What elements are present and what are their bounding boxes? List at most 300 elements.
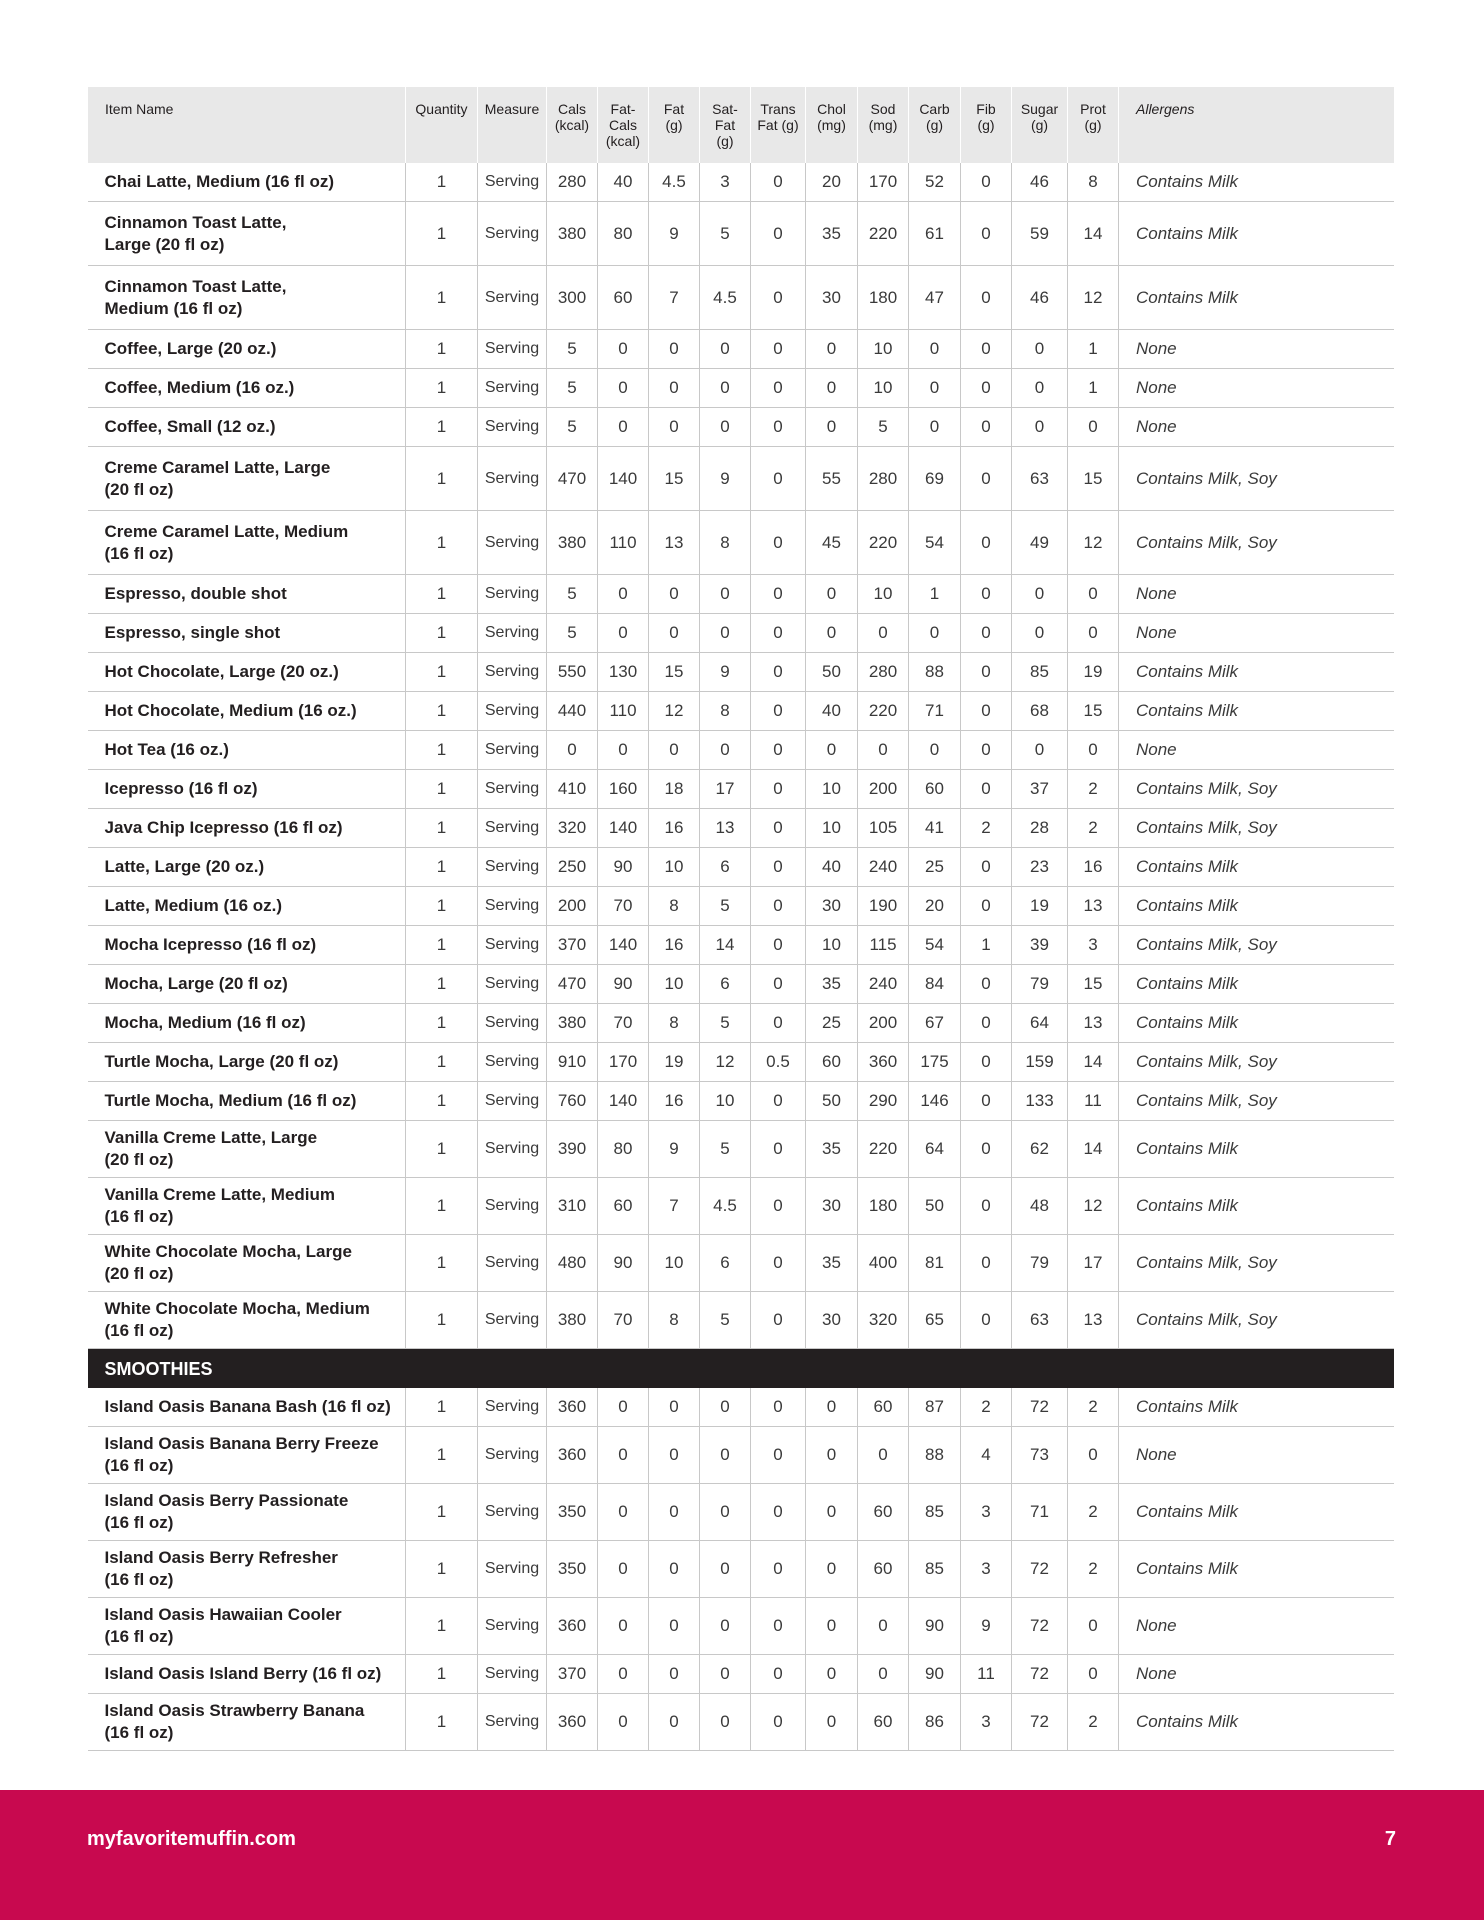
item-name-cell (88, 1655, 406, 1694)
fat-cals-cell: 0 (598, 1541, 649, 1598)
prot-cell: 0 (1068, 1598, 1119, 1655)
trans-fat-cell: 0.5 (751, 1043, 806, 1082)
sat-fat-cell: 0 (700, 408, 751, 447)
sugar-cell: 37 (1012, 770, 1068, 809)
chol-cell: 60 (806, 1043, 858, 1082)
trans-fat-cell: 0 (751, 266, 806, 330)
carb-cell: 85 (909, 1541, 961, 1598)
sugar-cell: 73 (1012, 1427, 1068, 1484)
carb-cell: 86 (909, 1694, 961, 1751)
item-name-line: Hot Tea (16 oz.) (104, 740, 229, 759)
sugar-cell: 39 (1012, 926, 1068, 965)
measure-cell: Serving (478, 266, 547, 330)
chol-cell: 20 (806, 163, 858, 202)
cals-cell: 550 (547, 653, 598, 692)
qty-cell: 1 (406, 266, 478, 330)
prot-cell: 14 (1068, 1121, 1119, 1178)
trans-fat-cell: 0 (751, 202, 806, 266)
page-number: 7 (1384, 1828, 1396, 1850)
qty-cell: 1 (406, 809, 478, 848)
carb-cell: 67 (909, 1004, 961, 1043)
fib-cell: 4 (961, 1427, 1012, 1484)
chol-cell: 30 (806, 1178, 858, 1235)
item-name-line: White Chocolate Mocha, Large (104, 1242, 352, 1261)
sugar-cell: 85 (1012, 653, 1068, 692)
fat-cell: 0 (649, 575, 700, 614)
fat-cell: 15 (649, 653, 700, 692)
carb-cell: 65 (909, 1292, 961, 1349)
trans-fat-cell: 0 (751, 848, 806, 887)
item-name-cell (88, 575, 406, 614)
cals-cell: 350 (547, 1484, 598, 1541)
section-title: SMOOTHIES (88, 1349, 1394, 1389)
carb-cell: 175 (909, 1043, 961, 1082)
cals-cell: 360 (547, 1427, 598, 1484)
carb-cell: 54 (909, 926, 961, 965)
trans-fat-cell: 0 (751, 1004, 806, 1043)
table-row (88, 1121, 1394, 1178)
carb-cell: 84 (909, 965, 961, 1004)
allergens-cell: Contains Milk (1119, 653, 1394, 692)
item-name-cell (88, 1694, 406, 1751)
trans-fat-cell: 0 (751, 653, 806, 692)
item-name-line: Hot Chocolate, Large (20 oz.) (104, 662, 339, 681)
table-header-row (88, 87, 1394, 163)
sugar-cell: 0 (1012, 408, 1068, 447)
item-name-cell (88, 408, 406, 447)
fib-cell: 0 (961, 266, 1012, 330)
col-header-trans-fat: Trans Fat (g) (751, 87, 806, 163)
item-name-cell (88, 1082, 406, 1121)
fib-cell: 0 (961, 1043, 1012, 1082)
fat-cell: 16 (649, 926, 700, 965)
prot-cell: 16 (1068, 848, 1119, 887)
item-name-line: Island Oasis Banana Berry Freeze (104, 1434, 379, 1453)
fat-cell: 9 (649, 1121, 700, 1178)
item-name-cell (88, 1388, 406, 1427)
trans-fat-cell: 0 (751, 163, 806, 202)
item-name-cell (88, 1484, 406, 1541)
fat-cals-cell: 0 (598, 614, 649, 653)
item-name-cell (88, 1235, 406, 1292)
fib-cell: 0 (961, 887, 1012, 926)
measure-cell: Serving (478, 1427, 547, 1484)
cals-cell: 360 (547, 1388, 598, 1427)
carb-cell: 1 (909, 575, 961, 614)
qty-cell: 1 (406, 614, 478, 653)
cals-cell: 5 (547, 575, 598, 614)
item-name-line: Island Oasis Banana Bash (16 fl oz) (104, 1397, 391, 1416)
chol-cell: 40 (806, 848, 858, 887)
sugar-cell: 72 (1012, 1388, 1068, 1427)
carb-cell: 0 (909, 330, 961, 369)
fat-cals-cell: 110 (598, 511, 649, 575)
fib-cell: 0 (961, 447, 1012, 511)
sugar-cell: 46 (1012, 266, 1068, 330)
sat-fat-cell: 14 (700, 926, 751, 965)
item-name-cell (88, 511, 406, 575)
nutrition-table-container (87, 87, 1393, 1751)
trans-fat-cell: 0 (751, 1121, 806, 1178)
table-row (88, 1004, 1394, 1043)
chol-cell: 0 (806, 614, 858, 653)
prot-cell: 14 (1068, 202, 1119, 266)
measure-cell: Serving (478, 1082, 547, 1121)
col-header-carb: Carb (g) (909, 87, 961, 163)
item-name-line: White Chocolate Mocha, Medium (104, 1299, 370, 1318)
item-name-line: Coffee, Large (20 oz.) (104, 339, 277, 358)
sat-fat-cell: 3 (700, 163, 751, 202)
sod-cell: 60 (858, 1541, 909, 1598)
sat-fat-cell: 6 (700, 848, 751, 887)
cals-cell: 5 (547, 408, 598, 447)
section-header-row (88, 1349, 1394, 1389)
measure-cell: Serving (478, 1541, 547, 1598)
table-row (88, 266, 1394, 330)
item-name-line: Icepresso (16 fl oz) (104, 779, 258, 798)
sat-fat-cell: 4.5 (700, 1178, 751, 1235)
sat-fat-cell: 5 (700, 202, 751, 266)
fat-cell: 4.5 (649, 163, 700, 202)
chol-cell: 35 (806, 1121, 858, 1178)
fat-cell: 0 (649, 1541, 700, 1598)
prot-cell: 0 (1068, 614, 1119, 653)
fib-cell: 2 (961, 809, 1012, 848)
prot-cell: 13 (1068, 887, 1119, 926)
item-name-cell (88, 369, 406, 408)
sat-fat-cell: 0 (700, 1484, 751, 1541)
cals-cell: 380 (547, 1292, 598, 1349)
table-row (88, 330, 1394, 369)
allergens-cell: Contains Milk (1119, 965, 1394, 1004)
cals-cell: 200 (547, 887, 598, 926)
carb-cell: 50 (909, 1178, 961, 1235)
chol-cell: 0 (806, 1694, 858, 1751)
carb-cell: 90 (909, 1598, 961, 1655)
qty-cell: 1 (406, 1655, 478, 1694)
fat-cals-cell: 140 (598, 1082, 649, 1121)
fat-cell: 13 (649, 511, 700, 575)
item-name-line: (20 fl oz) (104, 1150, 174, 1169)
fib-cell: 0 (961, 163, 1012, 202)
fib-cell: 0 (961, 1235, 1012, 1292)
item-name-line: (16 fl oz) (104, 1570, 174, 1589)
item-name-cell (88, 809, 406, 848)
item-name-cell (88, 1541, 406, 1598)
carb-cell: 87 (909, 1388, 961, 1427)
fib-cell: 3 (961, 1694, 1012, 1751)
qty-cell: 1 (406, 1235, 478, 1292)
allergens-cell: None (1119, 731, 1394, 770)
fat-cals-cell: 0 (598, 1388, 649, 1427)
sod-cell: 320 (858, 1292, 909, 1349)
prot-cell: 0 (1068, 731, 1119, 770)
cals-cell: 410 (547, 770, 598, 809)
fat-cals-cell: 0 (598, 575, 649, 614)
fat-cals-cell: 90 (598, 848, 649, 887)
allergens-cell: None (1119, 614, 1394, 653)
qty-cell: 1 (406, 1292, 478, 1349)
item-name-cell (88, 1121, 406, 1178)
allergens-cell: Contains Milk (1119, 1484, 1394, 1541)
measure-cell: Serving (478, 202, 547, 266)
sugar-cell: 159 (1012, 1043, 1068, 1082)
trans-fat-cell: 0 (751, 1694, 806, 1751)
sat-fat-cell: 12 (700, 1043, 751, 1082)
col-header-fat: Fat (g) (649, 87, 700, 163)
sat-fat-cell: 0 (700, 1655, 751, 1694)
sugar-cell: 63 (1012, 1292, 1068, 1349)
carb-cell: 0 (909, 369, 961, 408)
measure-cell: Serving (478, 1388, 547, 1427)
fat-cell: 0 (649, 330, 700, 369)
fib-cell: 0 (961, 965, 1012, 1004)
item-name-line: Mocha, Medium (16 fl oz) (104, 1013, 306, 1032)
fat-cals-cell: 0 (598, 408, 649, 447)
item-name-line: Chai Latte, Medium (16 fl oz) (104, 172, 335, 191)
measure-cell: Serving (478, 770, 547, 809)
item-name-line: Creme Caramel Latte, Large (104, 457, 331, 477)
sat-fat-cell: 5 (700, 1292, 751, 1349)
sod-cell: 180 (858, 266, 909, 330)
sod-cell: 115 (858, 926, 909, 965)
fat-cals-cell: 140 (598, 809, 649, 848)
item-name-cell (88, 770, 406, 809)
carb-cell: 88 (909, 653, 961, 692)
allergens-cell: None (1119, 369, 1394, 408)
sod-cell: 200 (858, 1004, 909, 1043)
cals-cell: 380 (547, 202, 598, 266)
fib-cell: 3 (961, 1541, 1012, 1598)
item-name-line: Mocha Icepresso (16 fl oz) (104, 935, 317, 954)
footer-website-link[interactable]: myfavoritemuffin.com (87, 1828, 296, 1850)
sugar-cell: 59 (1012, 202, 1068, 266)
allergens-cell: Contains Milk (1119, 887, 1394, 926)
sat-fat-cell: 4.5 (700, 266, 751, 330)
item-name-line: (16 fl oz) (104, 1627, 174, 1646)
cals-cell: 310 (547, 1178, 598, 1235)
allergens-cell: Contains Milk (1119, 1694, 1394, 1751)
chol-cell: 35 (806, 965, 858, 1004)
chol-cell: 30 (806, 887, 858, 926)
trans-fat-cell: 0 (751, 692, 806, 731)
chol-cell: 0 (806, 731, 858, 770)
col-header-item-name: Item Name (88, 87, 406, 163)
qty-cell: 1 (406, 1541, 478, 1598)
qty-cell: 1 (406, 447, 478, 511)
measure-cell: Serving (478, 1484, 547, 1541)
fat-cals-cell: 80 (598, 202, 649, 266)
chol-cell: 35 (806, 1235, 858, 1292)
sugar-cell: 79 (1012, 965, 1068, 1004)
measure-cell: Serving (478, 1292, 547, 1349)
sat-fat-cell: 5 (700, 1004, 751, 1043)
qty-cell: 1 (406, 965, 478, 1004)
fat-cals-cell: 0 (598, 1484, 649, 1541)
qty-cell: 1 (406, 1484, 478, 1541)
item-name-line: Island Oasis Berry Refresher (104, 1548, 338, 1567)
table-row (88, 1082, 1394, 1121)
prot-cell: 11 (1068, 1082, 1119, 1121)
fib-cell: 0 (961, 1082, 1012, 1121)
prot-cell: 12 (1068, 266, 1119, 330)
table-row (88, 770, 1394, 809)
allergens-cell: Contains Milk (1119, 1121, 1394, 1178)
qty-cell: 1 (406, 653, 478, 692)
table-body (88, 163, 1394, 1751)
sugar-cell: 72 (1012, 1598, 1068, 1655)
chol-cell: 0 (806, 1388, 858, 1427)
sugar-cell: 46 (1012, 163, 1068, 202)
trans-fat-cell: 0 (751, 511, 806, 575)
fat-cell: 8 (649, 1292, 700, 1349)
sat-fat-cell: 0 (700, 1427, 751, 1484)
fat-cell: 10 (649, 965, 700, 1004)
table-row (88, 692, 1394, 731)
table-row (88, 1541, 1394, 1598)
carb-cell: 60 (909, 770, 961, 809)
fat-cals-cell: 0 (598, 1598, 649, 1655)
sat-fat-cell: 0 (700, 731, 751, 770)
fat-cell: 12 (649, 692, 700, 731)
item-name-line: Latte, Medium (16 oz.) (104, 896, 283, 915)
sugar-cell: 0 (1012, 369, 1068, 408)
prot-cell: 15 (1068, 692, 1119, 731)
item-name-cell (88, 731, 406, 770)
prot-cell: 15 (1068, 965, 1119, 1004)
measure-cell: Serving (478, 511, 547, 575)
cals-cell: 370 (547, 926, 598, 965)
fat-cell: 8 (649, 1004, 700, 1043)
cals-cell: 5 (547, 614, 598, 653)
trans-fat-cell: 0 (751, 809, 806, 848)
fat-cals-cell: 60 (598, 266, 649, 330)
measure-cell: Serving (478, 369, 547, 408)
fat-cell: 0 (649, 1388, 700, 1427)
sugar-cell: 79 (1012, 1235, 1068, 1292)
item-name-cell (88, 848, 406, 887)
fib-cell: 11 (961, 1655, 1012, 1694)
sod-cell: 360 (858, 1043, 909, 1082)
prot-cell: 0 (1068, 575, 1119, 614)
qty-cell: 1 (406, 692, 478, 731)
sat-fat-cell: 0 (700, 330, 751, 369)
item-name-cell (88, 1427, 406, 1484)
sod-cell: 0 (858, 1427, 909, 1484)
trans-fat-cell: 0 (751, 1178, 806, 1235)
chol-cell: 30 (806, 266, 858, 330)
fat-cals-cell: 140 (598, 447, 649, 511)
chol-cell: 10 (806, 770, 858, 809)
fat-cals-cell: 40 (598, 163, 649, 202)
allergens-cell: Contains Milk, Soy (1119, 809, 1394, 848)
sod-cell: 240 (858, 965, 909, 1004)
sugar-cell: 28 (1012, 809, 1068, 848)
allergens-cell: Contains Milk, Soy (1119, 1235, 1394, 1292)
item-name-line: Hot Chocolate, Medium (16 oz.) (104, 701, 357, 720)
item-name-line: (16 fl oz) (104, 1321, 174, 1340)
carb-cell: 85 (909, 1484, 961, 1541)
trans-fat-cell: 0 (751, 1484, 806, 1541)
fat-cals-cell: 70 (598, 887, 649, 926)
allergens-cell: Contains Milk (1119, 1541, 1394, 1598)
measure-cell: Serving (478, 575, 547, 614)
item-name-line: Latte, Large (20 oz.) (104, 857, 265, 876)
sod-cell: 60 (858, 1694, 909, 1751)
fib-cell: 0 (961, 614, 1012, 653)
sat-fat-cell: 0 (700, 1541, 751, 1598)
fat-cell: 10 (649, 1235, 700, 1292)
chol-cell: 55 (806, 447, 858, 511)
item-name-cell (88, 926, 406, 965)
cals-cell: 0 (547, 731, 598, 770)
table-row (88, 1598, 1394, 1655)
item-name-line: Turtle Mocha, Large (20 fl oz) (104, 1052, 339, 1071)
item-name-cell (88, 653, 406, 692)
trans-fat-cell: 0 (751, 575, 806, 614)
fat-cals-cell: 140 (598, 926, 649, 965)
trans-fat-cell: 0 (751, 1655, 806, 1694)
fib-cell: 0 (961, 770, 1012, 809)
sugar-cell: 63 (1012, 447, 1068, 511)
prot-cell: 2 (1068, 1388, 1119, 1427)
item-name-line: Cinnamon Toast Latte, (104, 276, 287, 296)
table-row (88, 1043, 1394, 1082)
sugar-cell: 0 (1012, 614, 1068, 653)
prot-cell: 2 (1068, 1484, 1119, 1541)
footer-bar (0, 1790, 1484, 1920)
fib-cell: 0 (961, 511, 1012, 575)
fat-cell: 9 (649, 202, 700, 266)
table-row (88, 926, 1394, 965)
prot-cell: 0 (1068, 1427, 1119, 1484)
allergens-cell: Contains Milk, Soy (1119, 1292, 1394, 1349)
fat-cell: 16 (649, 1082, 700, 1121)
qty-cell: 1 (406, 1694, 478, 1751)
chol-cell: 0 (806, 330, 858, 369)
item-name-cell (88, 1043, 406, 1082)
chol-cell: 0 (806, 1484, 858, 1541)
sugar-cell: 71 (1012, 1484, 1068, 1541)
fat-cals-cell: 0 (598, 330, 649, 369)
carb-cell: 146 (909, 1082, 961, 1121)
col-header-prot: Prot (g) (1068, 87, 1119, 163)
prot-cell: 15 (1068, 447, 1119, 511)
allergens-cell: None (1119, 408, 1394, 447)
fat-cell: 15 (649, 447, 700, 511)
fat-cals-cell: 70 (598, 1292, 649, 1349)
prot-cell: 13 (1068, 1004, 1119, 1043)
sod-cell: 220 (858, 511, 909, 575)
sugar-cell: 64 (1012, 1004, 1068, 1043)
fat-cell: 8 (649, 887, 700, 926)
col-header-fat-cals: Fat- Cals (kcal) (598, 87, 649, 163)
fat-cals-cell: 80 (598, 1121, 649, 1178)
sugar-cell: 49 (1012, 511, 1068, 575)
sugar-cell: 0 (1012, 731, 1068, 770)
col-header-measure: Measure (478, 87, 547, 163)
carb-cell: 20 (909, 887, 961, 926)
chol-cell: 0 (806, 1598, 858, 1655)
measure-cell: Serving (478, 1178, 547, 1235)
fib-cell: 0 (961, 330, 1012, 369)
fat-cals-cell: 90 (598, 1235, 649, 1292)
sat-fat-cell: 5 (700, 1121, 751, 1178)
allergens-cell: Contains Milk, Soy (1119, 1043, 1394, 1082)
prot-cell: 19 (1068, 653, 1119, 692)
item-name-line: Turtle Mocha, Medium (16 fl oz) (104, 1091, 357, 1110)
qty-cell: 1 (406, 887, 478, 926)
